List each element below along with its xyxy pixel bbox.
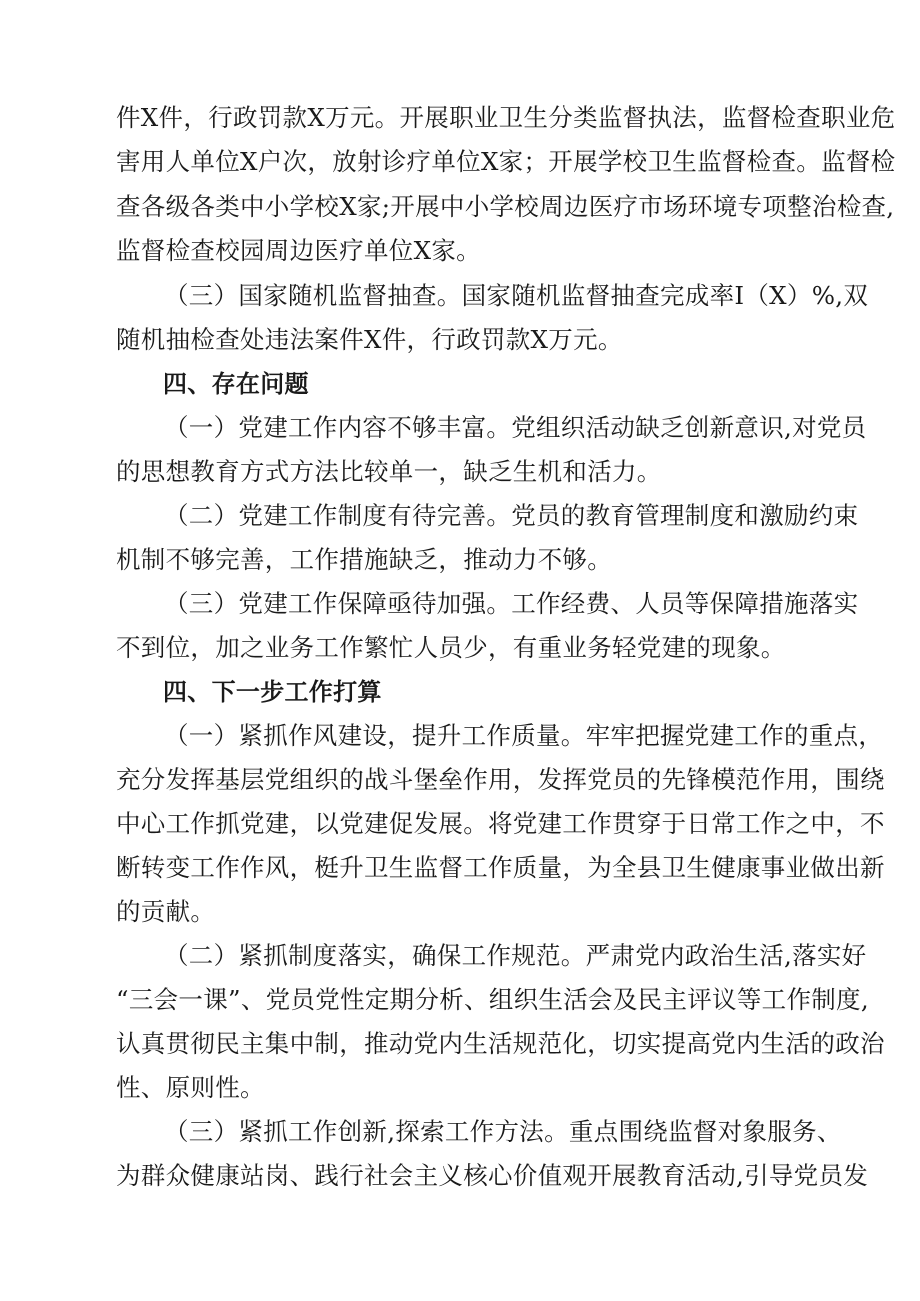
- paragraph-first-line: （二）紧抓制度落实，确保工作规范。严肃党内政治生活,落实好: [164, 941, 867, 970]
- body-line: 为群众健康站岗、践行社会主义核心价值观开展教育活动,引导党员发: [116, 1161, 869, 1190]
- body-line: 查各级各类中小学校X家;开展中小学校周边医疗市场环境专项整治检查,: [116, 192, 895, 221]
- body-line: 性、原则性。: [116, 1073, 265, 1102]
- paragraph-first-line: （一）党建工作内容不够丰富。党组织活动缺乏创新意识,对党员: [164, 413, 867, 442]
- paragraph-first-line: （三）国家随机监督抽查。国家随机监督抽查完成率I（X）%,双: [164, 281, 869, 310]
- paragraph-first-line: （三）紧抓工作创新,探索工作方法。重点围绕监督对象服务、: [164, 1117, 842, 1146]
- paragraph-first-line: （二）党建工作制度有待完善。党员的教育管理制度和激励约束: [164, 501, 859, 530]
- section-heading: 四、下一步工作打算: [163, 678, 382, 706]
- body-line: 的贡献。: [116, 897, 216, 926]
- body-line: 断转变工作作风，梃升卫生监督工作质量，为全县卫生健康事业做出新: [116, 853, 885, 882]
- body-line: 机制不够完善，工作措施缺乏，推动力不够。: [116, 545, 612, 574]
- body-line: 的思想教育方式方法比较单一，缺乏生机和活力。: [116, 457, 662, 486]
- body-line: “三会一课”、党员党性定期分析、组织生活会及民主评议等工作制度,: [116, 985, 869, 1014]
- body-line: 监督检查校园周边医疗单位X家。: [116, 236, 481, 265]
- body-line: 充分发挥基层党组织的战斗堡垒作用，发挥党员的先锋模范作用，围绕: [116, 765, 885, 794]
- body-line: 中心工作抓党建，以党建促发展。将党建工作贯穿于日常工作之中，不: [116, 809, 885, 838]
- paragraph-first-line: （一）紧抓作风建设，提升工作质量。牢牢把握党建工作的重点，: [164, 721, 884, 750]
- section-heading: 四、存在问题: [163, 370, 309, 398]
- body-line: 随机抽检查处违法案件X件，行政罚款X万元。: [116, 325, 623, 354]
- body-line: 认真贯彻民主集中制，推动党内生活规范化，切实提高党内生活的政治: [116, 1029, 885, 1058]
- body-line: 害用人单位X户次，放射诊疗单位X家；开展学校卫生监督检查。监督检: [116, 147, 896, 176]
- body-line: 件X件，行政罚款X万元。开展职业卫生分类监督执法，监督检查职业危: [116, 103, 896, 132]
- paragraph-first-line: （三）党建工作保障亟待加强。工作经费、人员等保障措施落实: [164, 589, 859, 618]
- body-line: 不到位，加之业务工作繁忙人员少，有重业务轻党建的现象。: [116, 633, 786, 662]
